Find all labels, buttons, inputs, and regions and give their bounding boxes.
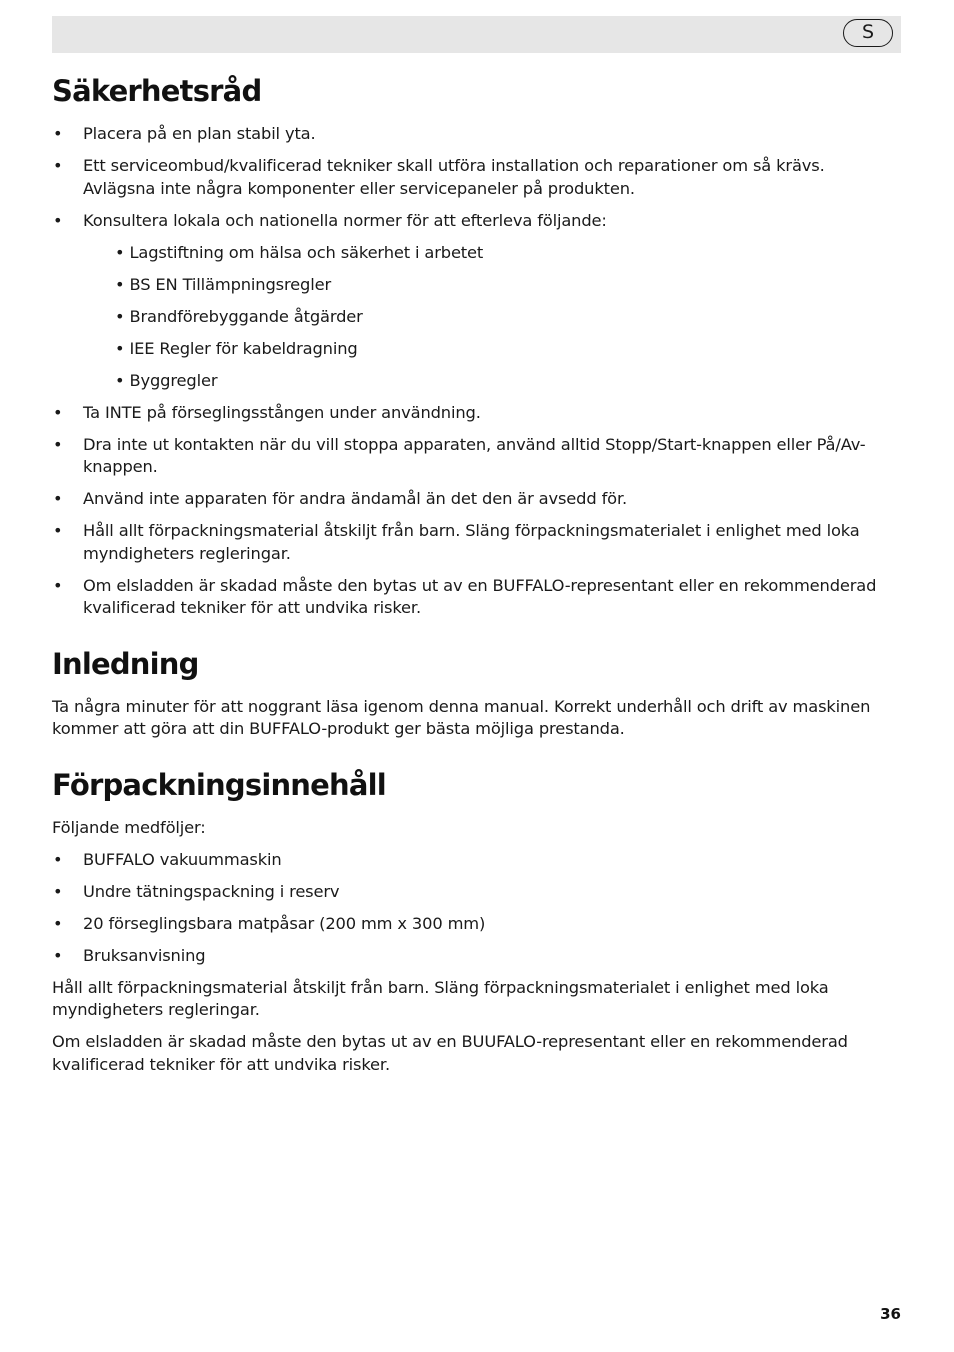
bullet-icon: •	[53, 434, 63, 454]
sublist-item: • Byggregler	[115, 370, 218, 390]
sublist-item: • IEE Regler för kabeldragning	[115, 338, 358, 358]
bullet-icon: •	[53, 945, 63, 965]
list-item: • Bruksanvisning	[52, 945, 901, 968]
list-item: • Konsultera lokala och nationella normer för att efterleva följande:	[52, 210, 901, 233]
bullet-icon: •	[53, 402, 63, 422]
page-content	[52, 72, 901, 1086]
list-item: • Placera på en plan stabil yta.	[52, 123, 901, 146]
list-item: • Undre tätningspackning i reserv	[52, 881, 901, 904]
bullet-icon: •	[53, 521, 63, 540]
safety-list	[52, 123, 901, 232]
package-list	[52, 849, 901, 968]
sublist-item: • Lagstiftning om hälsa och säkerhet i arbetet	[115, 242, 484, 262]
bullet-icon: •	[53, 913, 63, 933]
bullet-icon: •	[53, 881, 63, 901]
safety-list-continued	[52, 402, 901, 620]
list-item: • 20 förseglingsbara matpåsar (200 mm x 300 mm)	[52, 913, 901, 936]
regulations-sublist	[52, 242, 901, 393]
bullet-icon: •	[53, 849, 63, 869]
section-title-safety: Säkerhetsråd	[52, 74, 262, 108]
list-item: • Håll allt förpackningsmaterial åtskiljt från barn. Släng förpackningsmaterialet i enlighet med loka myndigheters regleringar.	[53, 521, 860, 563]
language-badge: S	[843, 19, 893, 47]
list-item: • BUFFALO vakuummaskin	[52, 849, 901, 872]
header-bar	[52, 16, 901, 53]
section-title-intro: Inledning	[52, 646, 199, 681]
intro-paragraph: Ta några minuter för att noggrant läsa igenom denna manual. Korrekt underhåll och drift av maskinen kommer att göra att din BUFFALO-produkt ger bästa möjliga prestanda.	[52, 696, 871, 738]
list-item: • Ta INTE på förseglingsstången under användning.	[52, 402, 901, 425]
bullet-icon: •	[53, 156, 63, 175]
package-note-children: Håll allt förpackningsmaterial åtskiljt från barn. Släng förpackningsmaterialet i enlighet med loka myndigheters regleringar.	[52, 977, 829, 1019]
list-item: • Använd inte apparaten för andra ändamål än det den är avsedd för.	[52, 488, 901, 511]
bullet-icon: •	[53, 575, 63, 595]
bullet-icon: •	[53, 124, 63, 143]
list-item: • Om elsladden är skadad måste den bytas ut av en BUFFALO-representant eller en rekommenderad kvalificerad tekniker för att undvika risker.	[53, 575, 877, 617]
list-item: • Ett serviceombud/kvalificerad tekniker skall utföra installation och reparationer om så krävs. Avlägsna inte några komponenter eller servicepaneler på produkten.	[53, 156, 825, 198]
list-item: • Dra inte ut kontakten när du vill stoppa apparaten, använd alltid Stopp/Start-knappen eller På/Av-knappen.	[53, 434, 866, 476]
package-note-cord: Om elsladden är skadad måste den bytas ut av en BUUFALO-representant eller en rekommenderad kvalificerad tekniker för att undvika risker.	[52, 1032, 848, 1074]
bullet-icon: •	[53, 489, 63, 508]
sublist-item: • Brandförebyggande åtgärder	[115, 306, 363, 326]
page-number: 36	[880, 1305, 901, 1323]
section-title-package: Förpackningsinnehåll	[52, 767, 386, 802]
bullet-icon: •	[53, 210, 63, 230]
package-lead: Följande medföljer:	[52, 817, 206, 837]
sublist-item: • BS EN Tillämpningsregler	[115, 274, 331, 294]
